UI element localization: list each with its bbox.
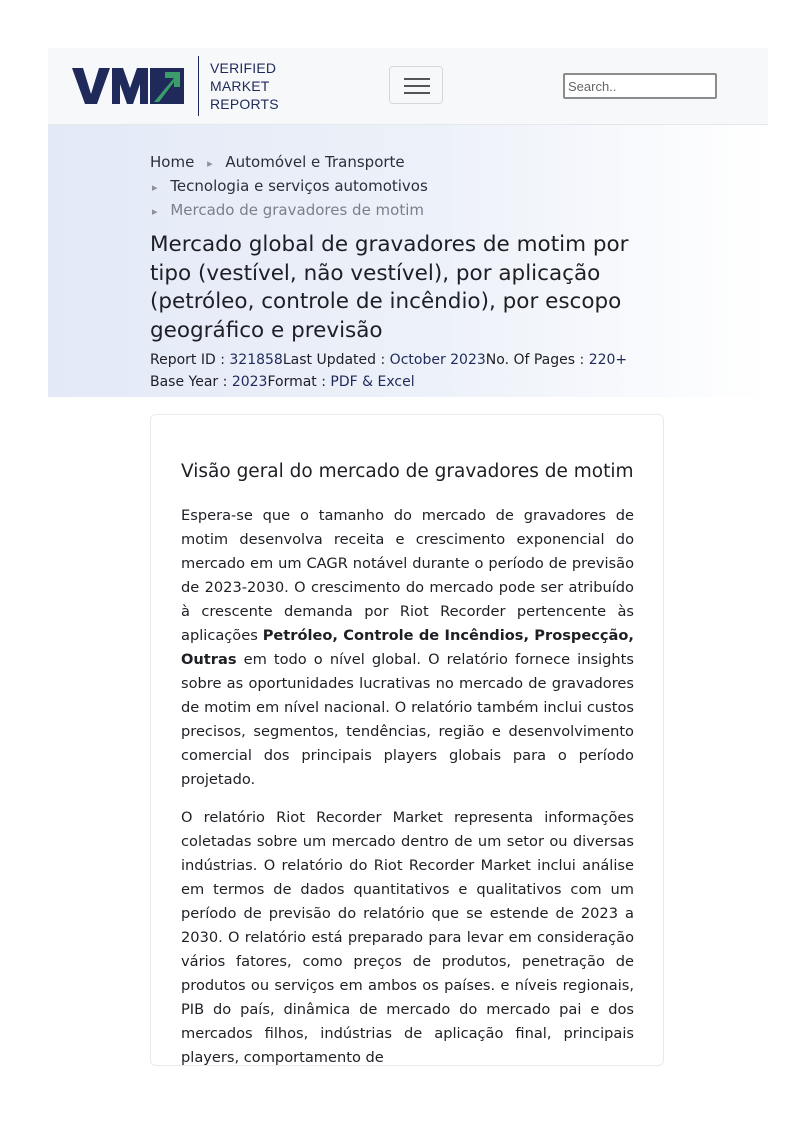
pages-value: 220+	[588, 352, 628, 368]
p1-applications-bold: Petróleo, Controle de Incêndios, Prospecção, Outras	[181, 627, 634, 668]
overview-paragraph-2: O relatório Riot Recorder Market representa informações coletadas sobre um mercado dentro de um setor ou diversas indústrias. O relatório do Riot Recorder Market inclui análise em termos de dados quantitativos e qualitativos com um período de previsão do relatório que se estende de 2023 a 2030. O relatório está preparado para levar em consideração vários fatores, como preços de produtos, penetração de produtos ou serviços em ambos os países. e níveis regionais, PIB do país, dinâmica de mercado do mercado pai e dos mercados filhos, indústrias de aplicação final, principais players, comportamento de	[181, 809, 634, 1066]
breadcrumb-automotive-link[interactable]: Automóvel e Transporte	[225, 153, 405, 171]
breadcrumb-current: Mercado de gravadores de motim	[170, 201, 425, 219]
report-meta-row-2	[150, 371, 627, 393]
last-updated-value: October 2023	[389, 352, 486, 368]
breadcrumb	[150, 150, 428, 222]
logo-line-2: MARKET	[210, 78, 270, 94]
pages-label: No. Of Pages :	[485, 352, 589, 368]
base-year-label: Base Year :	[150, 374, 232, 390]
overview-body	[181, 504, 634, 1066]
page	[48, 48, 768, 1066]
page-title: Mercado global de gravadores de motim por tipo (vestível, não vestível), por aplicação (petróleo, controle de incêndio), por escopo geográfico e previsão	[150, 232, 629, 343]
chevron-right-icon: ▸	[207, 157, 213, 170]
breadcrumb-automotive-tech-link[interactable]: Tecnologia e serviços automotivos	[170, 177, 428, 195]
format-value: PDF & Excel	[330, 374, 415, 390]
logo-line-3: REPORTS	[210, 96, 279, 112]
report-meta-row-1	[150, 349, 627, 371]
logo-wordmark[interactable]	[210, 59, 279, 113]
search-input[interactable]	[563, 73, 717, 99]
chevron-right-icon: ▸	[152, 181, 158, 194]
logo-divider	[198, 56, 199, 116]
base-year-value: 2023	[231, 374, 268, 390]
breadcrumb-home-link[interactable]: Home	[150, 153, 195, 171]
chevron-right-icon: ▸	[152, 205, 158, 218]
report-id-label: Report ID :	[150, 352, 230, 368]
overview-heading: Visão geral do mercado de gravadores de motim	[181, 461, 634, 482]
format-label: Format :	[267, 374, 331, 390]
logo-line-1: VERIFIED	[210, 60, 277, 76]
overview-paragraph-1	[181, 504, 634, 792]
last-updated-label: Last Updated :	[282, 352, 390, 368]
hero-section	[48, 125, 768, 397]
report-id-value: 321858	[229, 352, 283, 368]
overview-card	[150, 414, 664, 1066]
vmr-logo-icon[interactable]	[72, 66, 184, 106]
p1-text-start: Espera-se que o tamanho do mercado de gravadores de motim desenvolva receita e crescimento exponencial do mercado em um CAGR notável durante o período de previsão de 2023-2030. O crescimento do mercado pode ser atribuído à crescente demanda por Riot Recorder pertencente às aplicações	[181, 507, 634, 644]
report-meta	[150, 349, 627, 393]
site-header	[48, 48, 768, 125]
hamburger-menu-button[interactable]	[389, 66, 443, 104]
p1-text-end: em todo o nível global. O relatório fornece insights sobre as oportunidades lucrativas no mercado de gravadores de motim em nível nacional. O relatório também inclui custos precisos, segmentos, tendências, região e desenvolvimento comercial dos principais players globais para o período projetado.	[181, 651, 634, 788]
